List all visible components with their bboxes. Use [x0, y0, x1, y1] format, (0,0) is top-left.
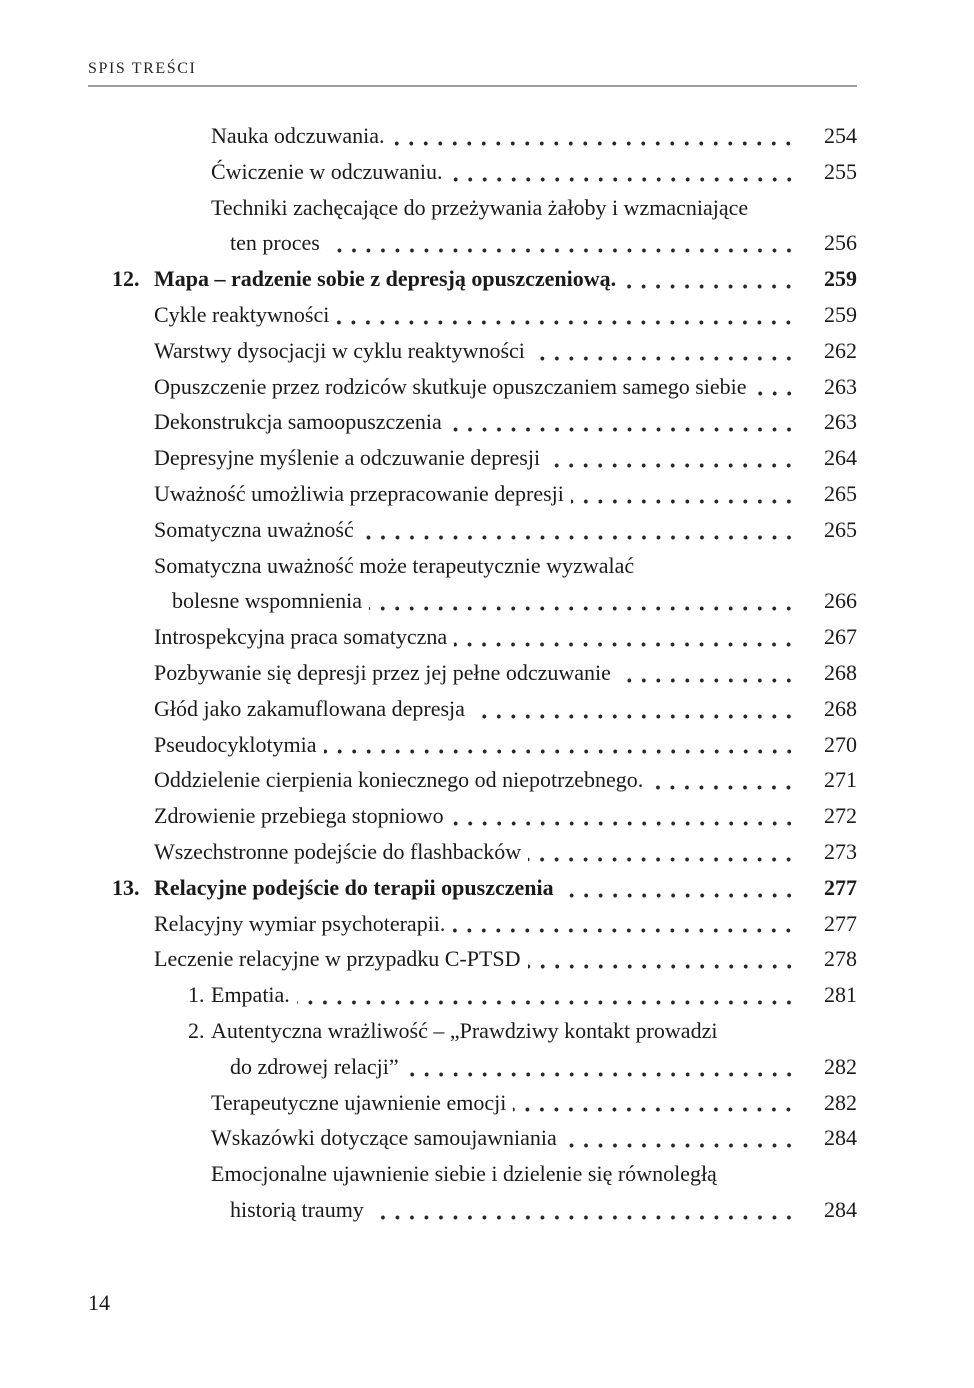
toc-entry: [0, 261, 857, 297]
toc-entry-page: 282: [824, 1053, 857, 1079]
toc-entry: [0, 369, 857, 405]
dot-leader: [564, 1120, 796, 1156]
toc-entry: [0, 1013, 857, 1049]
dot-leader: [528, 834, 796, 870]
toc-entry-title: Ćwiczenie w odczuwaniu.: [211, 158, 443, 184]
toc-entry-page: 267: [824, 624, 857, 650]
toc-entry-title: Mapa – radzenie sobie z depresją opuszczeniową.: [154, 266, 617, 292]
toc-entry-page: 254: [824, 123, 857, 148]
toc-entry-page: 284: [824, 1196, 857, 1222]
toc-entry: [0, 619, 857, 655]
page-number: 14: [88, 1290, 110, 1315]
toc-entry-title: Głód jako zakamuflowana depresja: [154, 695, 465, 721]
toc-entry: [0, 655, 857, 691]
toc-entry-title: Somatyczna uważność może terapeutycznie wyzwalać: [154, 552, 635, 578]
toc-entry-title: Zdrowienie przebiega stopniowo: [154, 803, 444, 829]
toc-entry-page: 265: [824, 480, 857, 506]
toc-entry: [0, 190, 857, 226]
toc-entry-title: Relacyjne podejście do terapii opuszczenia: [154, 874, 554, 900]
toc-entry-page: 270: [824, 731, 857, 757]
toc-entry: [0, 297, 857, 333]
dot-leader: [547, 440, 796, 476]
toc-entry-title: Autentyczna wrażliwość – „Prawdziwy kontakt prowadzi: [211, 1017, 718, 1043]
header-rule: [88, 85, 857, 87]
toc-entry: [0, 1156, 857, 1192]
dot-leader: [650, 762, 796, 798]
dot-leader: [528, 941, 796, 977]
dot-leader: [297, 977, 796, 1013]
toc-entry-title: Pseudocyklotymia: [154, 731, 317, 757]
toc-entry-title: Warstwy dysocjacji w cyklu reaktywności: [154, 337, 525, 363]
toc-entry: [0, 1192, 857, 1228]
toc-entry: [0, 512, 857, 548]
toc-entry-page: 284: [824, 1125, 857, 1151]
toc-entry: [0, 1120, 857, 1156]
toc-entry-page: 262: [824, 337, 857, 363]
toc-entry-page: 277: [824, 910, 857, 936]
toc-entry-title: Introspekcyjna praca somatyczna: [154, 624, 448, 650]
toc-entry-title: Techniki zachęcające do przeżywania żałoby i wzmacniające: [211, 194, 749, 220]
dot-leader: [452, 906, 796, 942]
toc-entry: [0, 548, 857, 584]
toc-entry: [0, 834, 857, 870]
toc-entry-title: Relacyjny wymiar psychoterapii.: [154, 910, 446, 936]
toc-entry-page: 256: [824, 230, 857, 256]
toc-entry-title: Opuszczenie przez rodziców skutkuje opuszczaniem samego siebie: [154, 373, 747, 399]
toc-entry: [0, 404, 857, 440]
toc-entry-title: Somatyczna uważność: [154, 516, 354, 542]
toc-entry: [0, 583, 857, 619]
toc-entry-page: 268: [824, 659, 857, 685]
toc-entry-title: Emocjonalne ujawnienie siebie i dzielenie się równoległą: [211, 1161, 717, 1187]
toc-entry-number: 13.: [112, 874, 140, 900]
dot-leader: [449, 404, 796, 440]
toc-entry-page: 282: [824, 1089, 857, 1115]
toc-entry-title: Uważność umożliwia przepracowanie depresji: [154, 480, 564, 506]
toc-entry: [0, 118, 857, 154]
toc-entry-page: 272: [824, 803, 857, 829]
toc-entry: [0, 1049, 857, 1085]
toc-entry-title: Wszechstronne podejście do flashbacków: [154, 838, 522, 864]
dot-leader: [454, 619, 796, 655]
toc-entry-title: Empatia.: [211, 982, 290, 1008]
toc-entry-page: 255: [824, 158, 857, 184]
dot-leader: [532, 333, 796, 369]
toc-entry-page: 259: [824, 266, 857, 292]
dot-leader: [561, 870, 796, 906]
toc-entry-title: Leczenie relacyjne w przypadku C-PTSD: [154, 946, 521, 972]
dot-leader: [361, 512, 796, 548]
toc-entry-page: 264: [824, 445, 857, 471]
toc-entry-title: Terapeutyczne ujawnienie emocji: [211, 1089, 507, 1115]
dot-leader: [618, 655, 796, 691]
toc-entry: [0, 333, 857, 369]
toc-entry: [0, 906, 857, 942]
toc-entry-number: 2.: [188, 1017, 205, 1043]
dot-leader: [369, 583, 796, 619]
toc-entry-number: 12.: [112, 266, 140, 292]
toc-entry-title: Cykle reaktywności: [154, 301, 330, 327]
toc-entry-title: Dekonstrukcja samoopuszczenia: [154, 409, 442, 435]
dot-leader: [450, 154, 796, 190]
toc-entry-number: 1.: [188, 982, 205, 1008]
toc-entry: [0, 870, 857, 906]
toc-entry: [0, 941, 857, 977]
toc-entry-title: Depresyjne myślenie a odczuwanie depresji: [154, 445, 541, 471]
toc-list: [0, 118, 857, 1228]
toc-entry: [0, 798, 857, 834]
toc-entry-page: 271: [824, 767, 857, 793]
dot-leader: [451, 798, 796, 834]
dot-leader: [406, 1049, 796, 1085]
dot-leader: [371, 1192, 796, 1228]
dot-leader: [391, 118, 796, 154]
toc-entry-page: 273: [824, 838, 857, 864]
toc-entry: [0, 977, 857, 1013]
toc-entry-title: Wskazówki dotyczące samoujawniania: [211, 1125, 557, 1151]
dot-leader: [327, 225, 796, 261]
toc-entry-page: 266: [824, 588, 857, 614]
page-header-title: SPIS TREŚCI: [88, 60, 197, 77]
toc-entry: [0, 440, 857, 476]
toc-entry-page: 281: [824, 982, 857, 1008]
dot-leader: [571, 476, 796, 512]
dot-leader: [623, 261, 796, 297]
toc-entry-page: 263: [824, 373, 857, 399]
toc-entry-page: 278: [824, 946, 857, 972]
toc-entry-page: 263: [824, 409, 857, 435]
toc-entry-title: bolesne wspomnienia: [172, 588, 363, 614]
toc-entry: [0, 476, 857, 512]
toc-entry-title: do zdrowej relacji”: [230, 1053, 399, 1079]
toc-entry-title: historią traumy: [230, 1196, 364, 1222]
toc-entry: [0, 154, 857, 190]
toc-entry: [0, 225, 857, 261]
dot-leader: [472, 691, 796, 727]
toc-entry: [0, 762, 857, 798]
toc-entry: [0, 691, 857, 727]
toc-entry-page: 277: [824, 874, 857, 900]
toc-entry: [0, 1085, 857, 1121]
toc-entry-title: ten proces: [230, 230, 320, 256]
toc-entry-page: 268: [824, 695, 857, 721]
dot-leader: [336, 297, 796, 333]
toc-entry-title: Oddzielenie cierpienia koniecznego od niepotrzebnego.: [154, 767, 644, 793]
toc-entry-title: Nauka odczuwania.: [211, 123, 385, 148]
toc-entry-title: Pozbywanie się depresji przez jej pełne odczuwanie: [154, 659, 611, 685]
toc-entry: [0, 727, 857, 763]
toc-entry-page: 265: [824, 516, 857, 542]
toc-entry-page: 259: [824, 301, 857, 327]
dot-leader: [324, 727, 796, 763]
dot-leader: [754, 369, 796, 405]
dot-leader: [513, 1085, 796, 1121]
